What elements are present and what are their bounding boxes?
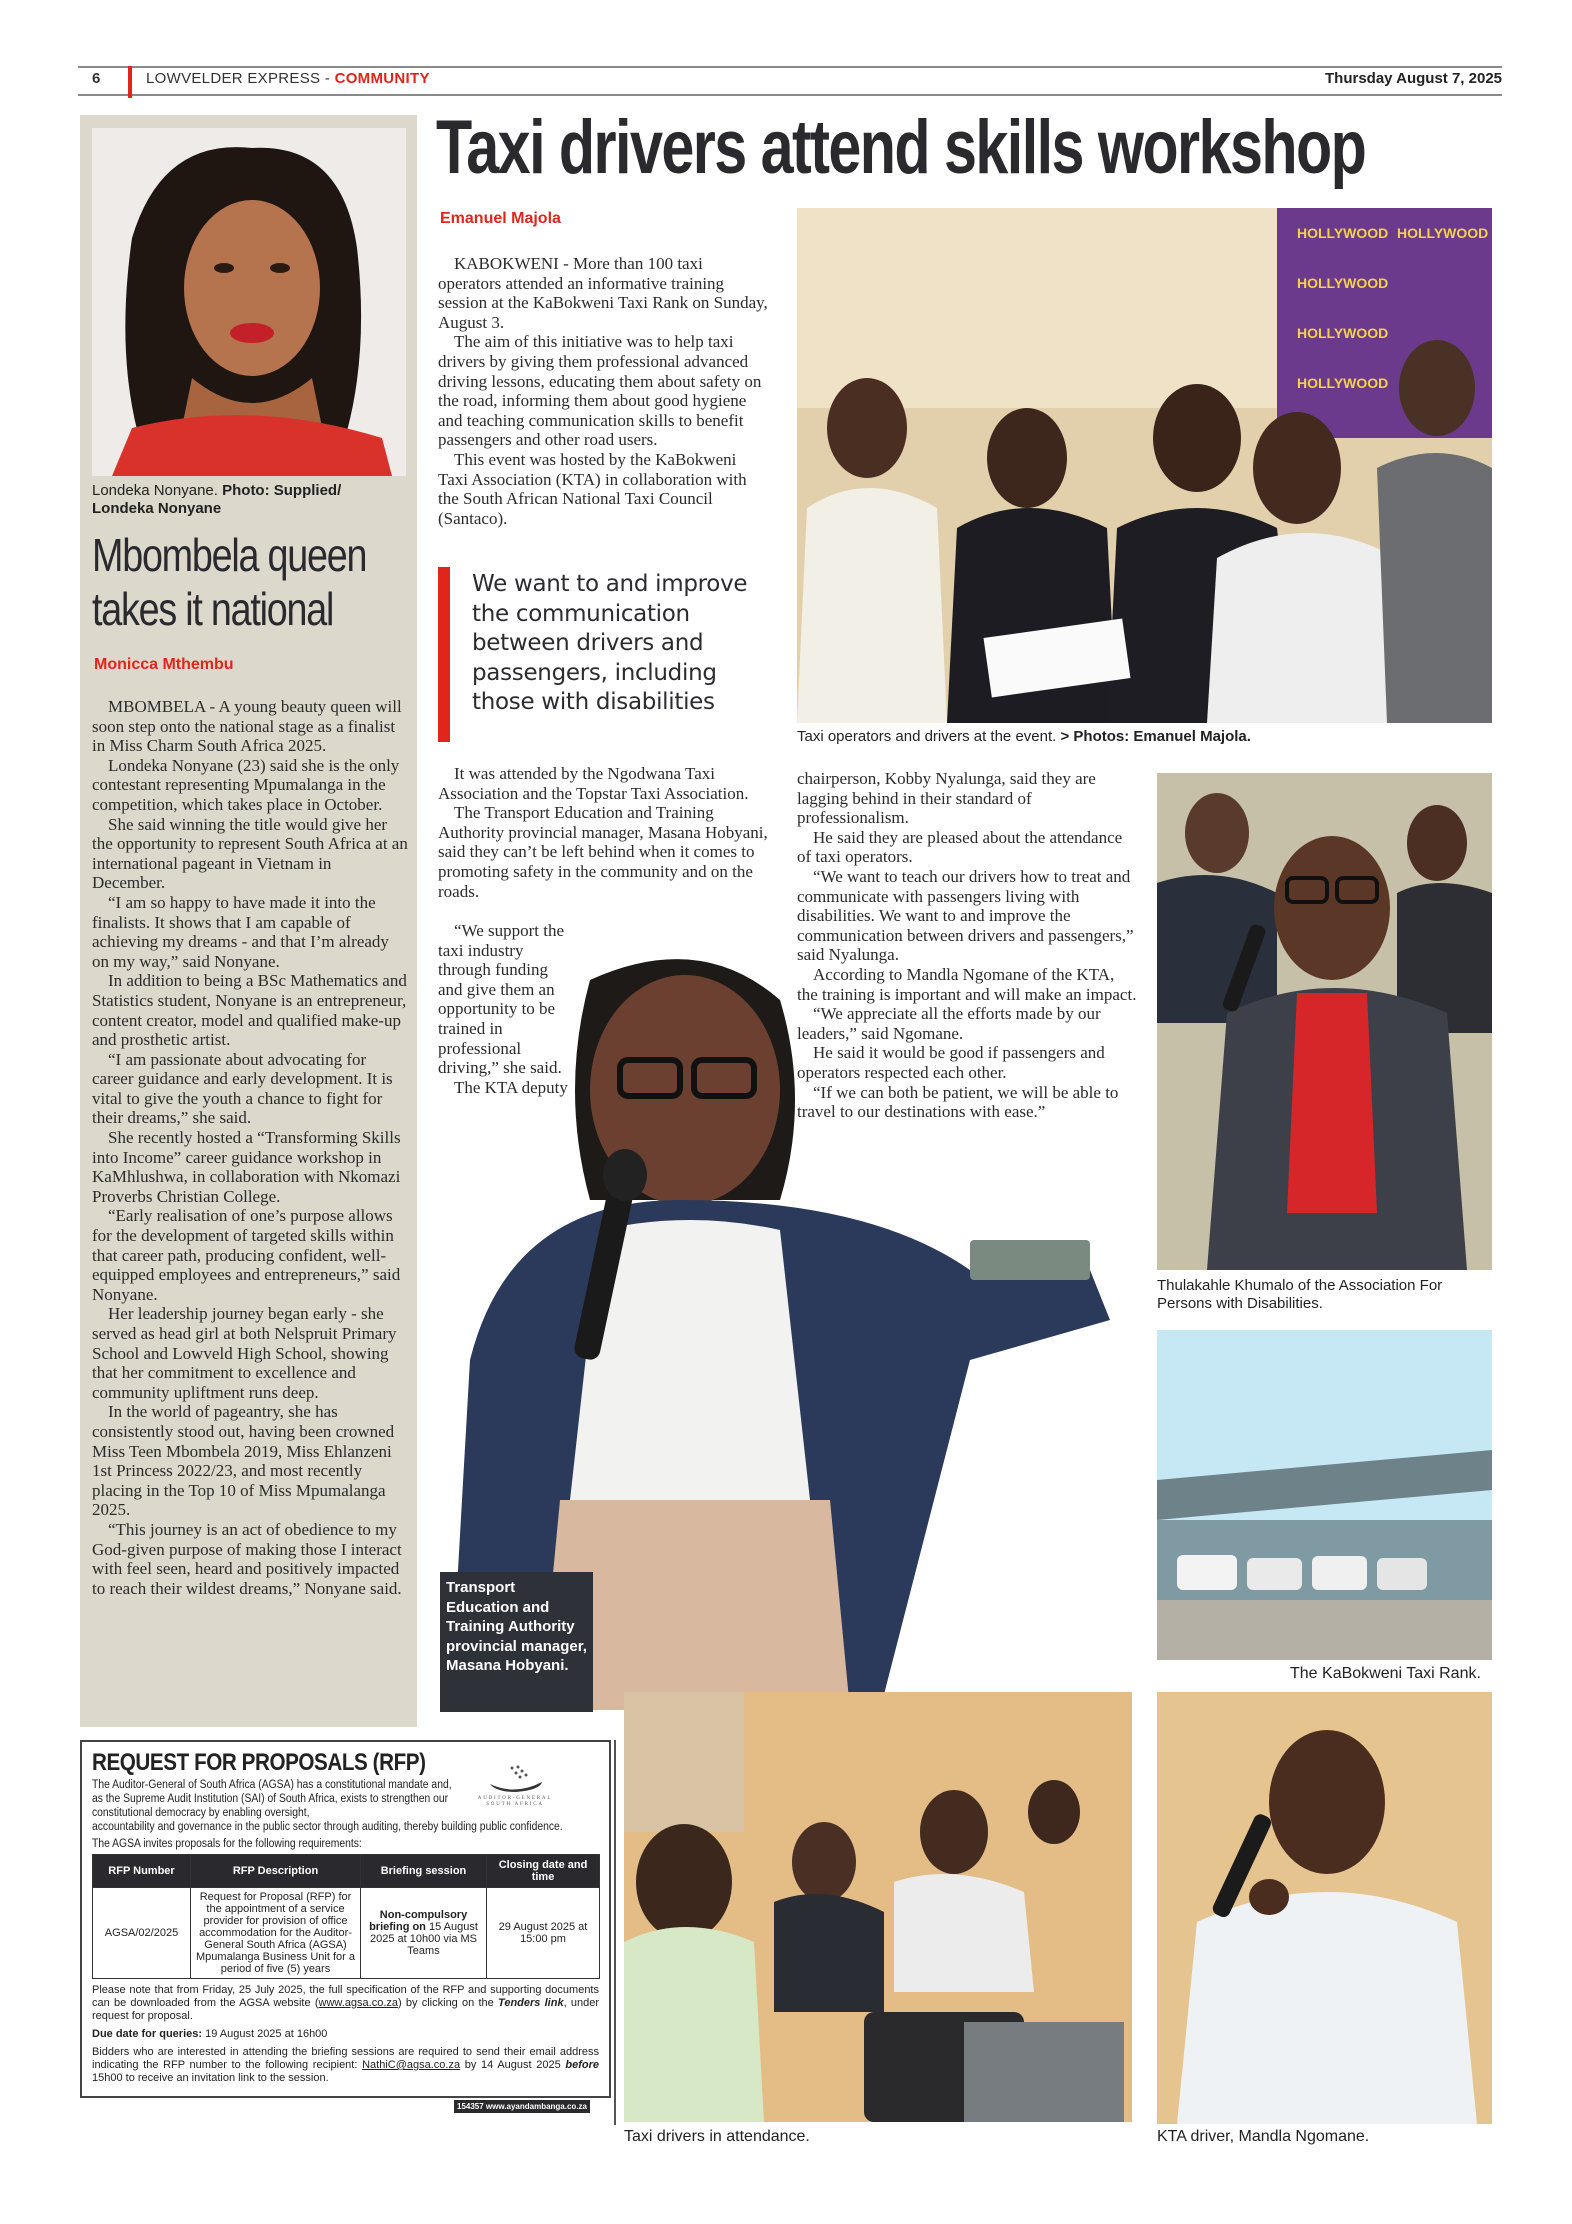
ngomane-photo [1157, 1692, 1492, 2124]
ad-reference-tag: 154357 www.ayandambanga.co.za [454, 2100, 590, 2113]
main-byline: Emanuel Majola [440, 210, 561, 227]
header-accent-bar [128, 66, 132, 98]
table-row [93, 1888, 600, 1979]
paragraph: She recently hosted a “Transforming Skills into Income” career guidance workshop in KaMhlushwa, in collaboration with Nkomazi Proverbs Christian College. [92, 1128, 401, 1206]
page-number: 6 [92, 70, 101, 87]
ngomane-photo-illustration [1157, 1692, 1492, 2124]
agsa-logo-icon [460, 1762, 570, 1796]
portrait-caption: Londeka Nonyane. Photo: Supplied/ Londeka Nonyane [92, 482, 342, 517]
rfp-invitation: The AGSA invites proposals for the following requirements: [92, 1838, 362, 1850]
taxi-rank-illustration [1157, 1330, 1492, 1660]
main-article-column-1-bottom [438, 764, 768, 901]
svg-text:HOLLYWOOD: HOLLYWOOD [1297, 375, 1389, 391]
paragraph: He said it would be good if passengers and operators respected each other. [797, 1043, 1105, 1082]
ngomane-photo-caption: KTA driver, Mandla Ngomane. [1157, 2128, 1370, 2145]
paragraph: In addition to being a BSc Mathematics and Statistics student, Nonyane is an entrepreneur, content creator, model and qualified make-up and prosthetic artist. [92, 971, 407, 1050]
khumalo-photo-caption: Thulakahle Khumalo of the Association For Persons with Disabilities. [1157, 1277, 1443, 1312]
sidebar-article-body [92, 697, 408, 1598]
khumalo-photo [1157, 773, 1492, 1270]
paragraph: It was attended by the Ngodwana Taxi Association and the Topstar Taxi Association. [438, 764, 749, 803]
main-headline: Taxi drivers attend skills workshop [436, 105, 1366, 190]
pull-quote: We want to and improve the communication between drivers and passengers, including those with disabilities [472, 571, 748, 715]
svg-text:HOLLYWOOD: HOLLYWOOD [1297, 325, 1389, 341]
attendance-photo-caption: Taxi drivers in attendance. [624, 2128, 810, 2145]
sidebar-headline: Mbombela queen takes it national [92, 529, 367, 635]
closing-date-cell: 29 August 2025 at 15:00 pm [487, 1888, 600, 1979]
main-article-column-1-top [438, 254, 768, 528]
taxi-operators-group-photo [797, 208, 1492, 723]
paragraph: The KTA deputy [454, 1077, 568, 1097]
title-separator: - [320, 70, 335, 87]
taxi-rank-caption: The KaBokweni Taxi Rank. [1290, 1665, 1481, 1682]
main-article-column-2 [797, 769, 1137, 1122]
group-photo-illustration [797, 208, 1492, 723]
khumalo-photo-illustration [1157, 773, 1492, 1270]
column-header: RFP Description [191, 1855, 361, 1888]
issue-date: Thursday August 7, 2025 [1325, 70, 1502, 87]
rfp-table [92, 1854, 600, 1979]
paragraph: “This journey is an act of obedience to my God-given purpose of making those I interact with feel seen, heard and positively impacted to reach their wildest dreams,” Nonyane said. [92, 1519, 402, 1598]
header-rule-top [78, 66, 1502, 68]
sidebar-byline: Monicca Mthembu [94, 656, 234, 673]
paragraph: MBOMBELA - A young beauty queen will soon step onto the national stage as a finalist in Miss Charm South Africa 2025. [92, 697, 402, 756]
tenders-link[interactable]: Tenders link [498, 1997, 564, 2009]
taxi-rank-photo [1157, 1330, 1492, 1660]
londeka-portrait-photo [92, 128, 406, 476]
paragraph: Londeka Nonyane (23) said she is the only contestant representing Mpumalanga in the competition, which takes place in October. [92, 755, 400, 814]
email-link[interactable]: NathiC@agsa.co.za [362, 2059, 461, 2071]
header-rule-bottom [78, 94, 1502, 96]
paragraph: “We want to teach our drivers how to treat and communicate with passengers living with disabilities. We want to and improve the communication between drivers and passengers,” said Nyalunga. [797, 866, 1134, 965]
publication-name: LOWVELDER EXPRESS [146, 70, 321, 87]
rfp-bidders-note: Bidders who are interested in attending the briefing sessions are required to send their email address indicating the RFP number to the following recipient: NathiC@agsa.co.za by 14 August 2025 before 15h00 to receive an invitation link to the session. [92, 2046, 600, 2084]
paragraph: “I am so happy to have made it into the finalists. It shows that I am capable of achieving my dreams - and that I’m already on my way,” said Nonyane. [92, 892, 389, 971]
paragraph: “If we can both be patient, we will be able to travel to our destinations with ease.” [797, 1082, 1119, 1122]
paragraph: He said they are pleased about the attendance of taxi operators. [797, 827, 1123, 867]
paragraph: The Transport Education and Training Authority provincial manager, Masana Hobyani, said they can’t be left behind when it comes to promoting safety in the community and on the roads. [438, 803, 768, 901]
pull-quote-accent-bar [438, 567, 450, 742]
svg-text:HOLLYWOOD: HOLLYWOOD [1397, 225, 1489, 241]
svg-text:HOLLYWOOD: HOLLYWOOD [1297, 225, 1389, 241]
rfp-description-cell: Request for Proposal (RFP) for the appointment of a service provider for provision of office accommodation for the Auditor-General South Africa (AGSA) Mpumalanga Business Unit for a period of five (5) years [191, 1888, 361, 1979]
paragraph: Her leadership journey began early - she served as head girl at both Nelspruit Primary School and Lowveld High School, showing that her commitment to excellence and community upliftment runs deep. [92, 1304, 397, 1402]
column-header: RFP Number [93, 1855, 191, 1888]
paragraph: In the world of pageantry, she has consistently stood out, having been crowned Miss Teen Mbombela 2019, Miss Ehlanzeni 1st Princess 2022/23, and most recently placing in the Top 10 of Miss Mpumalanga 2025. [92, 1402, 395, 1520]
rfp-title: REQUEST FOR PROPOSALS (RFP) [92, 1749, 426, 1776]
briefing-session-cell: Non-compulsory briefing on 15 August 2025 at 10h00 via MS Teams [361, 1888, 487, 1979]
agsa-logo [460, 1762, 570, 1812]
rfp-number-cell: AGSA/02/2025 [93, 1888, 191, 1979]
agsa-website-link[interactable]: www.agsa.co.za [318, 1997, 398, 2009]
column-header: Closing date and time [487, 1855, 600, 1888]
hobyani-caption-box: Transport Education and Training Authority provincial manager, Masana Hobyani. [440, 1572, 593, 1712]
paragraph: “We appreciate all the efforts made by our leaders,” said Ngomane. [797, 1004, 1101, 1043]
paragraph: chairperson, Kobby Nyalunga, said they are lagging behind in their standard of professionalism. [797, 769, 1096, 828]
section-name: COMMUNITY [334, 70, 430, 87]
agsa-logo-text: AUDITOR-GENERAL SOUTH AFRICA [477, 1796, 553, 1807]
paragraph: “Early realisation of one’s purpose allows for the development of targeted skills within that career path, producing confident, well-equipped employees and entrepreneurs,” said Nonyane. [92, 1206, 401, 1304]
publication-title [146, 70, 430, 87]
paragraph: “We support the taxi industry through funding and give them an opportunity to be trained in professional driving,” she said. [438, 921, 565, 1078]
column-header: Briefing session [361, 1855, 487, 1888]
portrait-illustration [92, 128, 406, 476]
rfp-intro-continued: accountability and governance in the public sector through auditing, thereby building public confidence. [92, 1821, 563, 1833]
paragraph: According to Mandla Ngomane of the KTA, the training is important and will make an impact. [797, 964, 1137, 1004]
main-article-column-1-wrap [438, 921, 568, 1097]
photo-credit: > Photos: Emanuel Majola. [1060, 728, 1251, 745]
column-divider [614, 1740, 616, 2125]
paragraph: She said winning the title would give her the opportunity to represent South Africa at an international pageant in Vietnam in December. [92, 814, 408, 893]
rfp-download-note: Please note that from Friday, 25 July 2025, the full specification of the RFP and supporting documents can be downloaded from the AGSA website (www.agsa.co.za) by clicking on the Tenders link, under request for proposal. [92, 1984, 599, 2022]
svg-text:HOLLYWOOD: HOLLYWOOD [1297, 275, 1389, 291]
taxi-drivers-attendance-photo [624, 1692, 1132, 2122]
paragraph: The aim of this initiative was to help taxi drivers by giving them professional advanced driving lessons, educating them about safety on the road, informing them about good hygiene and teaching communication skills to benefit passengers and other road users. [438, 332, 762, 450]
rfp-table-header-row [93, 1855, 600, 1888]
attendance-photo-illustration [624, 1692, 1132, 2122]
group-photo-caption: Taxi operators and drivers at the event. > Photos: Emanuel Majola. [797, 728, 1251, 745]
rfp-intro: The Auditor-General of South Africa (AGSA) has a constitutional mandate and, as the Supreme Audit Institution (SAI) of South Africa, exists to strengthen our constitutional democracy by enabling oversight, [92, 1779, 452, 1819]
paragraph: KABOKWENI - More than 100 taxi operators attended an informative training session at the KaBokweni Taxi Rank on Sunday, August 3. [438, 254, 768, 332]
paragraph: This event was hosted by the KaBokweni Taxi Association (KTA) in collaboration with the South African National Taxi Council (Santaco). [438, 449, 747, 528]
paragraph: “I am passionate about advocating for career guidance and early development. It is vital to give the youth a chance to fight for their dreams,” she said. [92, 1049, 393, 1128]
rfp-due-date: Due date for queries: 19 August 2025 at 16h00 [92, 2028, 328, 2040]
